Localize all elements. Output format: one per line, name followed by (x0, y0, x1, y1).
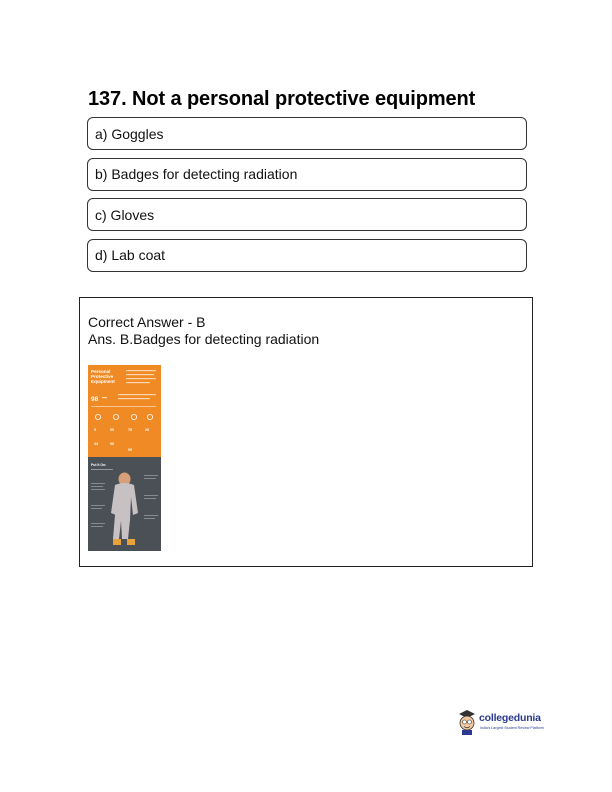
answer-explanation-text: Ans. B.Badges for detecting radiation (88, 331, 320, 347)
infographic-stat: 95 (128, 448, 132, 452)
option-c[interactable] (87, 198, 527, 231)
infographic-text-line (126, 374, 154, 375)
option-a-label: a) Goggles (95, 125, 164, 142)
infographic-text-line (102, 397, 107, 398)
infographic-text-line (118, 398, 150, 399)
infographic-stat: 34 (94, 442, 98, 446)
option-b-label: b) Badges for detecting radiation (95, 166, 298, 182)
infographic-text-line (126, 378, 156, 379)
option-b[interactable] (87, 158, 527, 191)
mascot-icon (457, 708, 477, 736)
infographic-divider (91, 406, 156, 407)
infographic-text-line (126, 382, 150, 383)
correct-answer-text: Correct Answer - B (88, 314, 206, 330)
infographic-stat: 9 (94, 428, 96, 432)
collegedunia-logo (457, 708, 557, 738)
options-list (87, 117, 527, 279)
infographic-stat: 90 (110, 442, 114, 446)
infographic-stat: 25 (145, 428, 149, 432)
logo-wordmark: collegedunia (479, 712, 541, 724)
infographic-text-line (91, 469, 113, 470)
answer-box (79, 297, 533, 567)
infographic-stat: 55 (110, 428, 114, 432)
infographic-heading: Personal Protective Equipment (91, 369, 115, 384)
option-d-label: d) Lab coat (95, 247, 166, 263)
option-a[interactable] (87, 117, 527, 150)
option-c-label: c) Gloves (95, 206, 155, 223)
infographic-text-line (118, 394, 156, 395)
infographic-section-label: Put It On: (91, 463, 107, 467)
logo-tagline: India's Largest Student Review Platform (480, 726, 544, 730)
infographic-text-line (126, 370, 156, 371)
infographic-stat: 75 (128, 428, 132, 432)
ppe-infographic-image (88, 365, 161, 551)
question-title: 137. Not a personal protective equipment (88, 88, 476, 110)
option-d[interactable] (87, 239, 527, 272)
infographic-big-stat: 98 (91, 396, 99, 403)
